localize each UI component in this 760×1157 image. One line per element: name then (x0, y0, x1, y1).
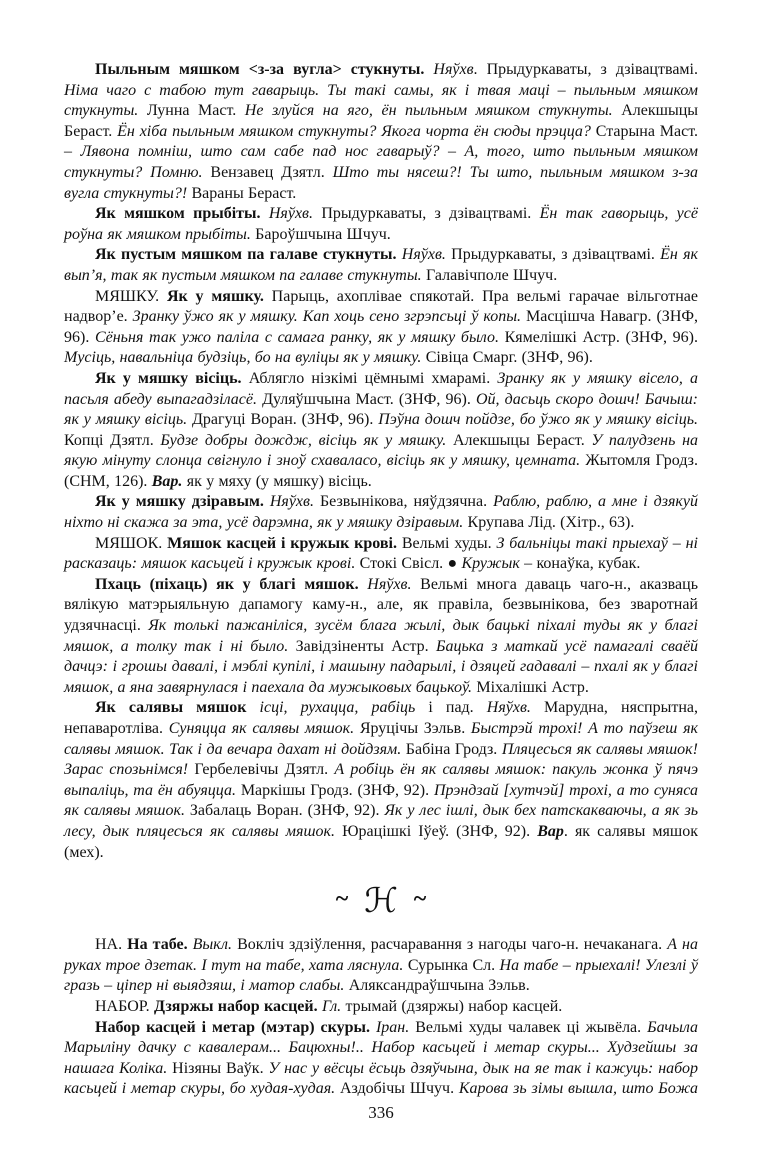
entry-text-run: Бачыла Марыліну дачку с кавалерам... Бацюхны!.. Набор касьцей і метар скуры... Худзейшы за нашага Коліка. (64, 1018, 698, 1077)
divider-section-letter: ℋ (364, 881, 398, 922)
entry-text-run: Парыць, ахоплівае спякотай. Пра вельмі гарачае вільготнае надвор’е. (64, 287, 699, 326)
entry-text-run: Вельмі худы чалавек ці жывёла. (415, 1018, 648, 1036)
entry-text-run: На табе. (127, 936, 193, 954)
section-divider (64, 879, 698, 923)
entry-text-run: Раблю, раблю, а мне і дзякуй ніхто ні скажа за эта, усё дарэмна, як у мяшку дзіравым. (64, 493, 698, 532)
entry-text-run: – конаўка, кубак. (524, 555, 641, 573)
entry-text-run: Карова зь зімы вышла, што Божа (458, 1080, 698, 1098)
entry-text-run: Іран. (375, 1018, 416, 1036)
entry-text-run: Зранку як у мяшку вісело, а пасьля абеду выпагадзіласё. (64, 369, 698, 408)
entry-text-run: Няўхв. (269, 493, 320, 511)
dictionary-entry (64, 287, 698, 369)
entry-text-run: Вельмі худы. (401, 534, 497, 552)
entry-text-run: Дзяржы набор касцей. (153, 997, 322, 1015)
dictionary-entry (64, 534, 698, 575)
entry-text-run: Дуляўшчына Маст. (ЗНФ, 96). (262, 390, 476, 408)
entry-text-run: На табе – прыехалі! Улезлі ў гразь – ціпер ні выядзяш, і матор слабы. (64, 956, 698, 995)
entry-text-run: Мяшок касцей і кружык крові. (167, 534, 402, 552)
entry-text-run: А на руках трое дзетак. І тут на табе, хата ляснула. (64, 936, 698, 974)
entry-text-run: Вар. (151, 472, 183, 490)
dictionary-entry (64, 204, 698, 245)
entry-text-run: Старына Маст. (595, 122, 698, 140)
entry-text-run: Вараны Бераст. (191, 184, 297, 202)
entry-text-run: З бальніцы такі прыехаў – ні расказаць: мяшок касьцей і кружык крові. (64, 534, 698, 573)
divider-tilde-left: ~ (335, 886, 349, 913)
entry-text-run: Гл. (321, 997, 346, 1015)
entry-text-run: Няўхв (433, 61, 474, 78)
entry-text-run: НА. (95, 936, 128, 954)
entries-part-2 (64, 935, 698, 1100)
entry-text-run: Як у мяшку дзіравым. (95, 493, 270, 511)
entry-text-run: У палудзень на якую мінуту слонца свігнуло і зноў схаваласо, вісіць як у мяшку, цемната. (64, 431, 699, 470)
dictionary-entry (64, 935, 698, 997)
dictionary-entry (64, 575, 698, 699)
entry-text-run: Алекшыцы Бераст. (452, 431, 592, 449)
entry-text-run: Стокі Свісл. ● (359, 555, 462, 573)
entry-text-run: Прыдуркаваты, з дзівацтвамі. (451, 246, 661, 264)
entry-text-run: Суняцца як салявы мяшок. (168, 720, 360, 737)
entry-text-run: Прыдуркаваты, з дзівацтвамі. (321, 205, 540, 223)
entry-text-run: і пад. (428, 699, 487, 717)
entry-text-run: Аляксандраўшчына Зэльв. (348, 977, 530, 995)
entry-text-run: Набор касцей і метар (мэтар) скуры. (95, 1018, 376, 1036)
entry-text-run: Бацька з маткай усё памагалі сваёй дачцэ: і грошы давалі, і мэблі купілі, і машыну падарылі, і дзяцей гадавалі – пхалі як у благі мяшок, а яна завярнулася і паехала да мужыковых бацькоў. (64, 637, 698, 696)
entry-text-run: Пэўна дошч пойдзе, бо ўжо як у мяшку вісіць. (378, 411, 698, 429)
entry-text-run: Юрацішкі Іўеў. (ЗНФ, 92). (342, 822, 538, 840)
entry-text-run: Як мяшком прыбіты. (95, 205, 269, 223)
entry-text-run: Ён так гаворыць, усё роўна як мяшком прыбіты. (64, 205, 698, 243)
entry-text-run: Міхалішкі Астр. (476, 678, 589, 696)
entry-text-run: ісці, рухацца, рабіць (259, 699, 429, 717)
entry-text-run: Маркішы Гродз. (ЗНФ, 92). (240, 781, 434, 799)
entry-text-run: Няўхв. (268, 205, 322, 223)
entry-text-run: Як пустым мяшком па галаве стукнуты. (95, 246, 402, 264)
entry-text-run: Як у мяшку вісіць. (95, 369, 249, 387)
entry-text-run: А робіць ён як салявы мяшок: пакуль жонка ў пячэ выпаліць, та ён абуяцца. (64, 761, 699, 799)
entry-text-run: МЯШКУ. (95, 287, 167, 305)
dictionary-entry (64, 492, 698, 533)
entry-text-run: Аздобічы Шчуч. (339, 1080, 459, 1098)
entry-text-run: Нізяны Ваўк. (172, 1059, 269, 1077)
entry-text-run: Ён хіба пыльным мяшком стукнуты? Якога чорта ён сюды прэцца? (117, 122, 596, 140)
entry-text-run: Выкл. (192, 936, 238, 954)
entry-text-run: Ён як вып’я, так як пустым мяшком па галаве стукнуты. (64, 246, 699, 284)
entry-text-run: Аблягло нізкімі цёмнымі хмарамі. (248, 369, 498, 387)
entry-text-run: Няўхв. (401, 246, 452, 264)
entry-text-run: Гербелевічы Дзятл. (194, 761, 335, 779)
entry-text-run: Пляцесься як салявы мяшок! Зарас спозьнімся! (64, 740, 698, 779)
entry-text-run: Прэндзай [хутчэй] трохі, а то суняса як салявы мяшок. (64, 781, 698, 820)
dictionary-entry (64, 1018, 698, 1100)
entry-text-run: Няўхв. (367, 575, 421, 593)
entry-text-run: – Лявона помніш, што сам сабе пад нос гаварыў? – А, того, што пыльным мяшком стукнуты? Помню. (64, 143, 698, 181)
entry-text-run: Не злуйся на яго, ён пыльным мяшком стукнуты. (244, 102, 622, 120)
entry-text-run: Сівіца Смарг. (ЗНФ, 96). (425, 349, 593, 367)
dictionary-entry (64, 369, 698, 493)
dictionary-entry (64, 997, 698, 1018)
entry-text-run: Драгуці Воран. (ЗНФ, 96). (192, 411, 379, 429)
entry-text-run: Няўхв. (486, 699, 545, 717)
entry-text-run: Вензавец Дзятл. (210, 163, 333, 181)
entry-text-run: Што ты нясеш?! Ты што, пыльным мяшком з-за вугла стукнуты?! (64, 163, 699, 202)
entry-text-run: Як толькі пажаніліся, зусём блага жылі, дык бацькі піхалі туды як у благі мяшок, а толку так і ні было. (64, 617, 698, 655)
entry-text-run: . Прыдуркаваты, з дзівацтвамі. (473, 61, 698, 78)
entry-text-run: . як салявы мяшок (мех). (64, 822, 699, 861)
entry-text-run: Кямелішкі Астр. (ЗНФ, 96). (504, 328, 699, 346)
entry-text-run: НАБОР. (95, 997, 154, 1015)
entry-text-run: Жытомля Гродз. (СНМ, 126). (64, 452, 698, 490)
entry-text-run: Зранку ўжо як у мяшку. Кап хоць сено згрэпсьці ў копы. (132, 308, 526, 326)
entry-text-run: Забалаць Воран. (ЗНФ, 92). (189, 802, 385, 820)
entry-text-run: Крупава Лід. (Хітр., 63). (467, 514, 635, 532)
dictionary-entry (64, 245, 698, 286)
divider-tilde-right: ~ (413, 886, 427, 913)
entry-text-run: Пхаць (піхаць) як у благі мяшок. (95, 575, 368, 593)
entry-text-run: Німа чаго с табою тут гаварыць. Ты такі самы, як і твая маці – пыльным мяшком стукнуты. (64, 81, 698, 120)
entry-text-run: Яруцічы Зэльв. (359, 720, 471, 737)
entry-text-run: Сёньня так ужо паліла с самага ранку, як у мяшку было. (94, 328, 505, 346)
entry-text-run: Лунна Маст. (146, 102, 245, 120)
entry-text-run: Пыльным мяшком <з-за вугла> стукнуты. (95, 61, 434, 78)
entry-text-run: Копці Дзятл. (64, 431, 161, 449)
entry-text-run: Будзе добры дождж, вісіць як у мяшку. (160, 431, 453, 449)
entry-text-run: Сурынка Сл. (407, 956, 500, 974)
entry-text-run: У нас у вёсцы ёсьць дзяўчына, дык на яе так і кажуць: набор касьцей і метар скуры, бо худая-худая. (64, 1059, 698, 1098)
dictionary-entry (64, 60, 698, 204)
entry-text-run: як у мяху (у мяшку) вісіць. (182, 472, 372, 490)
entry-text-run: Вельмі многа даваць чаго-н., аказваць вялікую матэрыяльную дапамогу каму-н., але, як правіла, безвынікова, без зваротнай удзячнасці. (64, 575, 698, 635)
entry-text-run: Вар (537, 822, 564, 840)
entry-text-run: Марудна, няспрытна, непаваротліва. (64, 699, 699, 737)
entry-text-run: Як салявы мяшок (95, 699, 260, 717)
entry-text-run: Галавічполе Шчуч. (426, 266, 558, 284)
entry-text-run: Безвынікова, няўдзячна. (319, 493, 494, 511)
entry-text-run: Бабіна Гродз. (405, 740, 502, 758)
entry-text-run: Завідзіненты Астр. (295, 637, 437, 655)
entry-text-run: Мусіць, навальніца будзіць, бо на вуліцы як у мяшку. (64, 349, 426, 367)
entry-text-run: Бароўшчына Шчуч. (255, 225, 391, 243)
entry-text-run: Кружык (461, 555, 525, 573)
entry-text-run: Ой, дасьць скоро дошч! Бачыш: як у мяшку вісіць. (64, 390, 699, 429)
entries-part-1 (64, 60, 698, 863)
entry-text-run: Алекшыцы Бераст. (64, 102, 698, 140)
page-number: 336 (368, 1102, 394, 1122)
entry-text-run: Вокліч здзіўлення, расчаравання з нагоды чаго-н. нечаканага. (237, 936, 668, 954)
entry-text-run: трымай (дзяржы) набор касцей. (345, 997, 563, 1015)
entry-text-run: Як у мяшку. (166, 287, 272, 305)
entry-text-run: Масцішча Навагр. (ЗНФ, 96). (64, 308, 699, 346)
entry-text-run: МЯШОК. (95, 534, 168, 552)
entry-text-run: Як у лес ішлі, дык бех патскакваючы, а як зь лесу, дык пляцесься як салявы мяшок. (64, 802, 698, 840)
entry-text-run: Быстрэй трохі! А то паўзеш як салявы мяшок. Так і да вечара дахат ні дойдзям. (64, 720, 698, 758)
dictionary-entry (64, 698, 698, 863)
